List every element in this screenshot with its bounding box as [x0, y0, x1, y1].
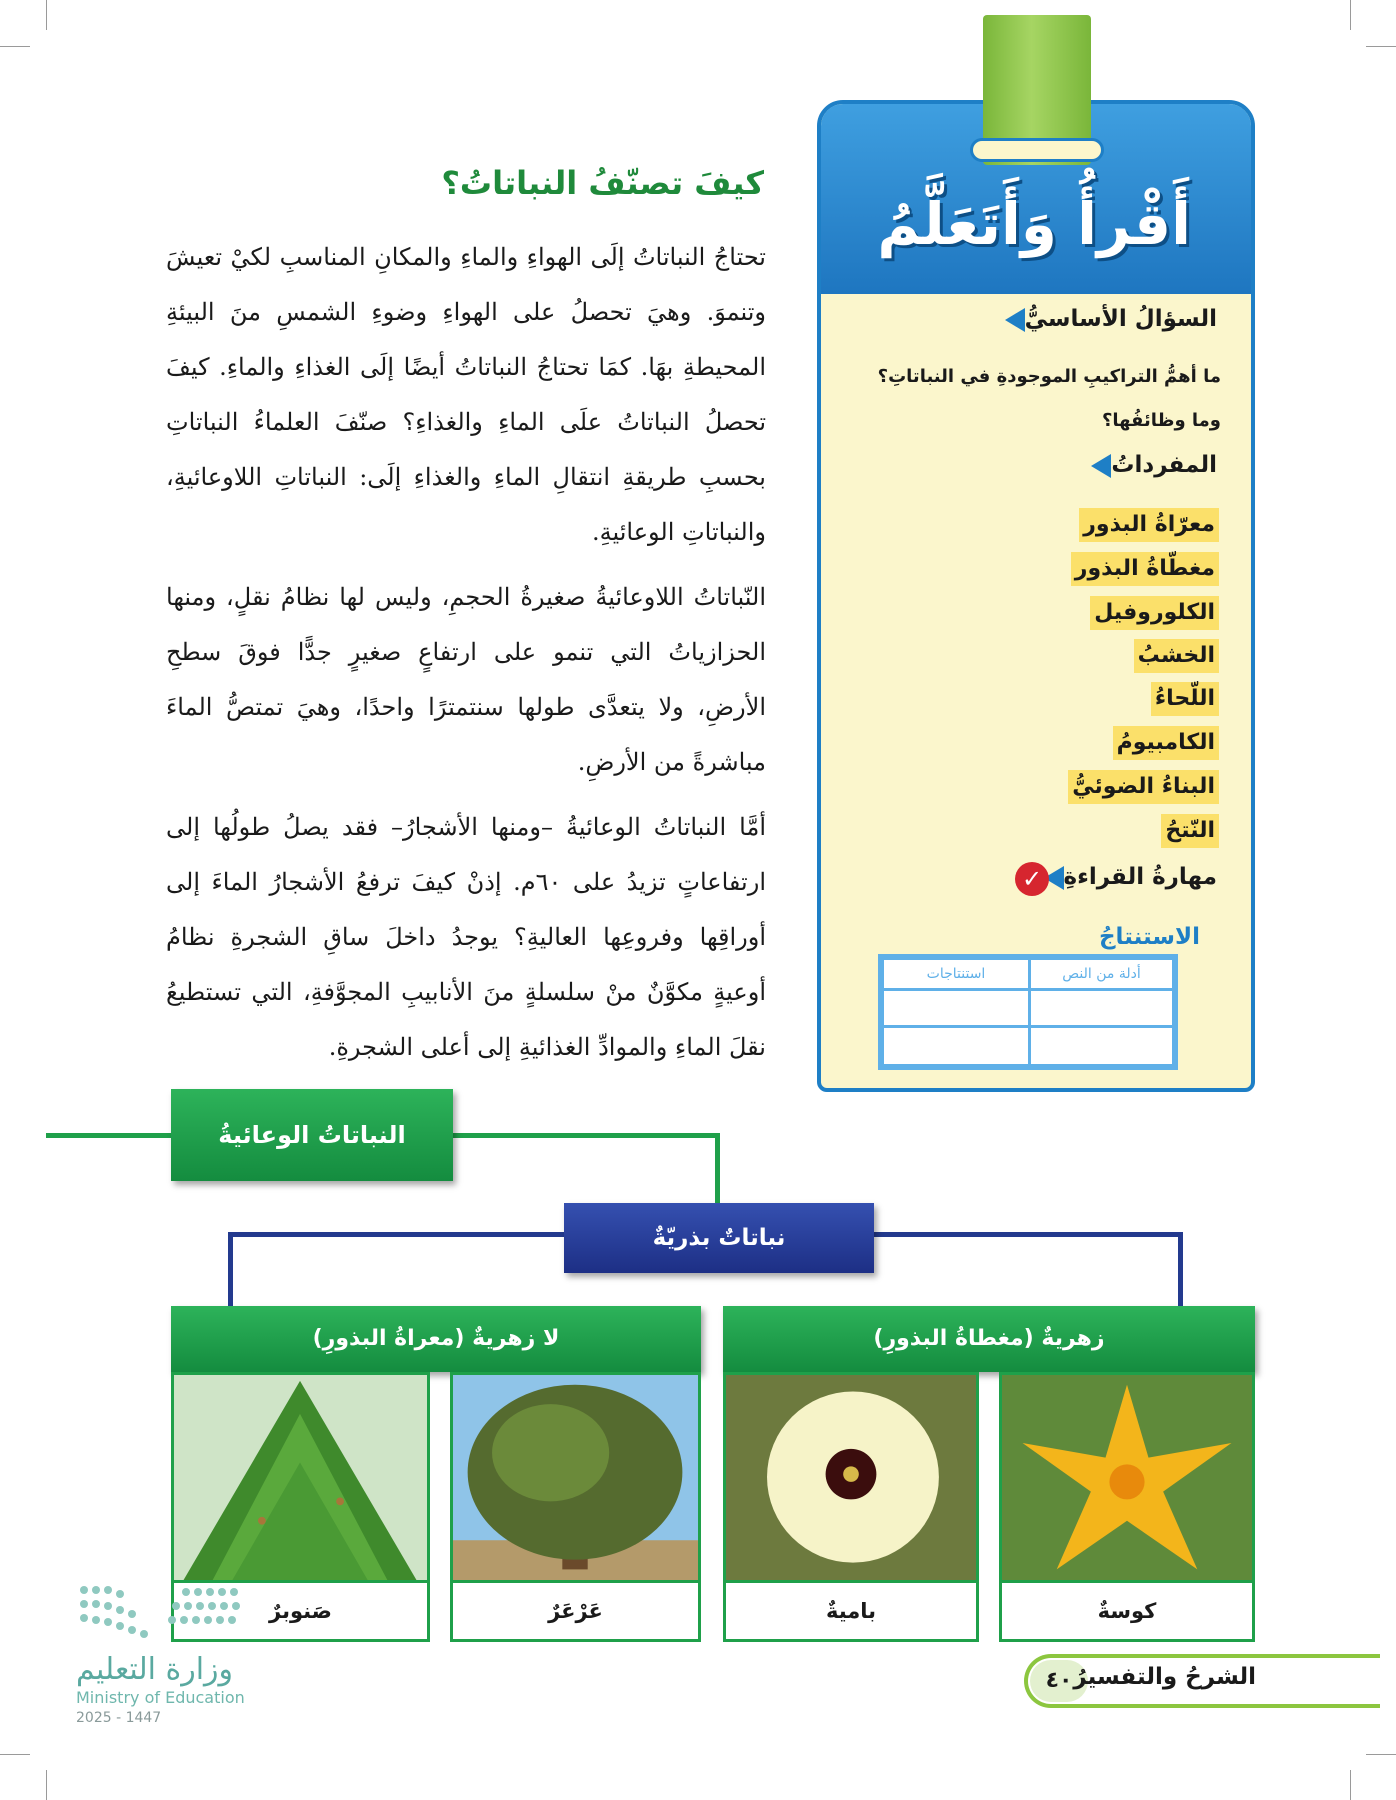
table-cell[interactable] — [1028, 988, 1175, 1028]
crop-mark — [1366, 46, 1396, 47]
paragraph: أمَّا النباتاتُ الوعائيةُ –ومنها الأشجارُ– فقد يصلُ طولُها إلى ارتفاعاتٍ تزيدُ على ٦٠م. إذنْ كيفَ ترفعُ الأشجارُ الماءَ إلى أوراقِها وفروعِها العاليةِ؟ يوجدُ داخلَ ساقِ الشجرةِ نظامُ أوعيةٍ مكوَّنٌ منْ سلسلةٍ منَ الأنابيبِ المجوَّفةِ، التي تستطيعُ نقلَ الماءِ والموادِّ الغذائيةِ إلى أعلى الشجرةِ. — [166, 813, 766, 1061]
flowering-box: زهريةٌ (مغطاةُ البذورِ) — [723, 1306, 1255, 1372]
connector-line — [870, 1232, 1183, 1237]
pine-tree-image — [174, 1375, 427, 1583]
vocab-term: الكلوروفيل — [1090, 596, 1219, 630]
vocab-term: معرّاةُ البذور — [1079, 508, 1219, 542]
essential-question-line1: ما أهمُّ التراكيبِ الموجودةِ في النباتاتِ؟ — [877, 366, 1221, 387]
section-name: الشرحُ والتفسيرُ — [1073, 1664, 1256, 1690]
photo-caption: باميةٌ — [726, 1580, 976, 1639]
vascular-plants-box: النباتاتُ الوعائيةُ — [171, 1089, 453, 1181]
checkmark-icon: ✓ — [1015, 862, 1049, 896]
vocabulary-heading: المفرداتُ — [1085, 452, 1217, 478]
vocab-term: الكامبيومُ — [1113, 726, 1219, 760]
section-title: كيفَ تصنّفُ النباتاتُ؟ — [441, 164, 764, 202]
seed-plants-box: نباتاتٌ بذريّةٌ — [564, 1203, 874, 1273]
reading-skill-heading: مهارةُ القراءةِ — [1038, 864, 1218, 890]
zucchini-flower-image — [1002, 1375, 1252, 1583]
card-title: أَقْرأُ وَأَتَعَلَّمُ — [877, 190, 1191, 258]
connector-line — [46, 1133, 176, 1138]
reading-skill-name: الاستنتاجُ — [1098, 924, 1200, 950]
crop-mark — [1366, 1754, 1396, 1755]
table-cell[interactable] — [1028, 1025, 1175, 1067]
triangle-bullet-icon — [1091, 454, 1111, 478]
connector-line — [228, 1232, 568, 1237]
vocab-term: النّتحُ — [1161, 814, 1219, 848]
zucchini-photo-card — [999, 1372, 1255, 1642]
crop-mark — [0, 1754, 30, 1755]
essential-question-heading: السؤالُ الأساسيُّ — [999, 306, 1217, 332]
juniper-tree-image — [453, 1375, 698, 1583]
photo-caption: صَنوبرٌ — [174, 1580, 427, 1639]
paragraph: النّباتاتُ اللاوعائيةُ صغيرةُ الحجمِ، وليس لها نظامُ نقلٍ، ومنها الحزازياتُ التي تنمو على ارتفاعٍ صغيرٍ جدًّا فوقَ سطحِ الأرضِ، ولا يتعدَّى طولها سنتمترًا واحدًا، وهيَ تمتصُّ الماءَ مباشرةً من الأرضِ. — [166, 583, 766, 776]
triangle-bullet-icon — [1005, 308, 1025, 332]
vocab-term: البناءُ الضوئيُّ — [1068, 770, 1219, 804]
connector-line — [450, 1133, 720, 1138]
okra-flower-image — [726, 1375, 976, 1583]
crop-mark — [46, 1770, 47, 1800]
ministry-logo-dots — [76, 1582, 246, 1646]
connector-line — [715, 1133, 720, 1205]
ministry-name-english: Ministry of Education — [76, 1688, 245, 1707]
ribbon-slot — [970, 138, 1104, 162]
crop-mark — [0, 46, 30, 47]
photo-caption: عَرْعَرٌ — [453, 1580, 698, 1639]
table-cell[interactable] — [881, 1025, 1031, 1067]
crop-mark — [46, 0, 47, 30]
crop-mark — [1350, 1770, 1351, 1800]
table-header-evidence: أدلة من النص — [1028, 957, 1175, 991]
edition-year: 2025 - 1447 — [76, 1710, 162, 1726]
vocab-term: الخشبُ — [1134, 639, 1219, 673]
connector-line — [1178, 1232, 1183, 1308]
page-number: ٤٠ — [1030, 1660, 1088, 1702]
photo-caption: كوسةٌ — [1002, 1580, 1252, 1639]
paragraph: تحتاجُ النباتاتُ إلَى الهواءِ والماءِ والمكانِ المناسبِ لكيْ تعيشَ وتنموَ. وهيَ تحصلُ على الهواءِ وضوءِ الشمسِ منَ البيئةِ المحيطةِ بهَا. كمَا تحتاجُ النباتاتُ أيضًا إلَى الغذاءِ والماءِ. كيفَ تحصلُ النباتاتُ علَى الماءِ والغذاءِ؟ صنّفَ العلماءُ النباتاتِ بحسبِ طريقةِ انتقالِ الماءِ والغذاءِ إلَى: النباتاتِ اللاوعائيةِ، والنباتاتِ الوعائيةِ. — [166, 243, 766, 546]
vocab-term: اللّحاءُ — [1151, 682, 1219, 716]
table-cell[interactable] — [881, 988, 1031, 1028]
vocab-term: مغطّاةُ البذور — [1071, 552, 1219, 586]
table-header-inferences: استنتاجات — [881, 957, 1031, 991]
essential-question-line2: وما وظائفُها؟ — [1101, 410, 1221, 431]
ministry-name-arabic: وزارة التعليم — [76, 1652, 234, 1687]
okra-photo-card — [723, 1372, 979, 1642]
non-flowering-box: لا زهريةٌ (معراةُ البذورِ) — [171, 1306, 701, 1372]
connector-line — [228, 1232, 233, 1308]
inference-table — [878, 954, 1178, 1070]
juniper-photo-card — [450, 1372, 701, 1642]
crop-mark — [1350, 0, 1351, 30]
